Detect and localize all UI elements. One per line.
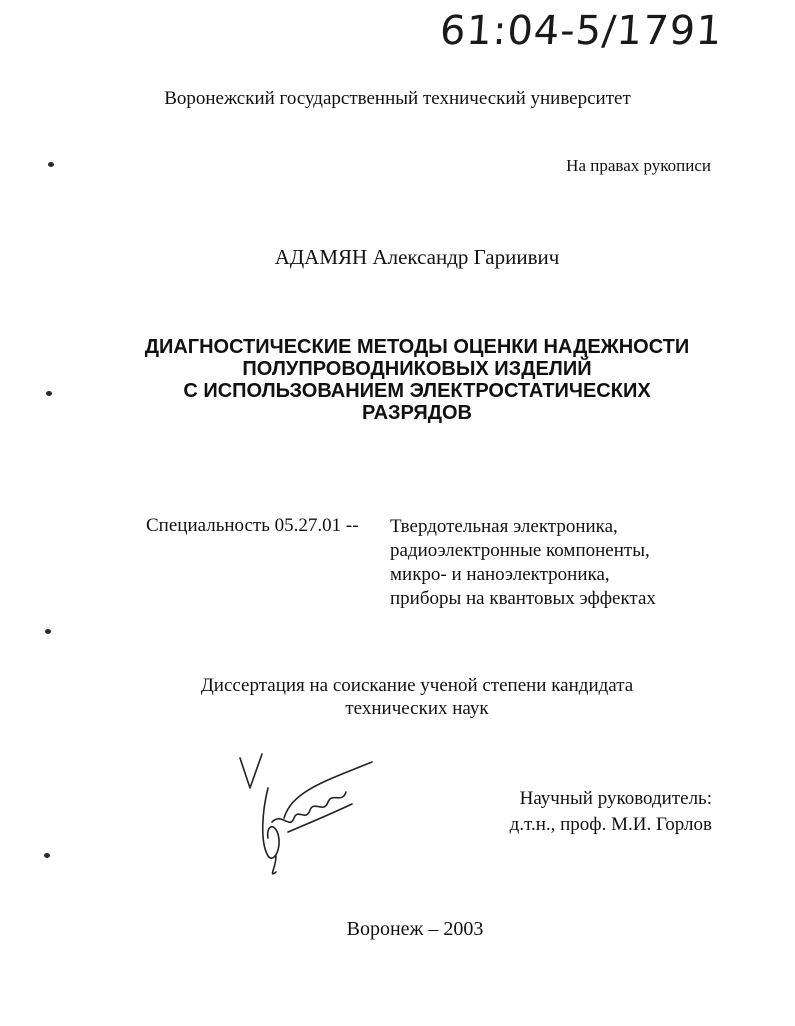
specialty-description bbox=[390, 515, 656, 611]
scientific-advisor bbox=[480, 786, 712, 838]
signature-icon bbox=[232, 752, 392, 882]
scan-mark bbox=[46, 391, 52, 396]
scan-mark bbox=[44, 853, 50, 858]
specialty-line: микро- и наноэлектроника, bbox=[390, 564, 610, 585]
title-line: ДИАГНОСТИЧЕСКИЕ МЕТОДЫ ОЦЕНКИ НАДЕЖНОСТИ bbox=[144, 336, 690, 358]
specialty-line: радиоэлектронные компоненты, bbox=[390, 540, 650, 561]
title-line: РАЗРЯДОВ bbox=[361, 402, 473, 424]
dissertation-statement bbox=[0, 674, 795, 720]
manuscript-note: На правах рукописи bbox=[566, 156, 711, 175]
dissertation-line: технических наук bbox=[345, 698, 489, 719]
archive-number: 61:04-5/1791 bbox=[438, 8, 725, 54]
author-name: АДАМЯН Александр Гариивич bbox=[274, 245, 560, 269]
specialty-line: приборы на квантовых эффектах bbox=[390, 588, 656, 609]
advisor-name: д.т.н., проф. М.И. Горлов bbox=[509, 814, 712, 835]
thesis-title bbox=[0, 336, 795, 424]
scan-mark bbox=[48, 162, 54, 167]
title-line: С ИСПОЛЬЗОВАНИЕМ ЭЛЕКТРОСТАТИЧЕСКИХ bbox=[183, 380, 651, 402]
specialty-line: Твердотельная электроника, bbox=[390, 516, 618, 537]
scan-mark bbox=[45, 629, 51, 634]
title-line: ПОЛУПРОВОДНИКОВЫХ ИЗДЕЛИЙ bbox=[242, 358, 592, 380]
advisor-role: Научный руководитель: bbox=[519, 788, 712, 809]
specialty-label: Специальность 05.27.01 -- bbox=[146, 515, 359, 536]
dissertation-line: Диссертация на соискание ученой степени кандидата bbox=[200, 675, 634, 696]
university-name: Воронежский государственный технический университет bbox=[164, 88, 631, 109]
city-year: Воронеж – 2003 bbox=[346, 918, 484, 940]
